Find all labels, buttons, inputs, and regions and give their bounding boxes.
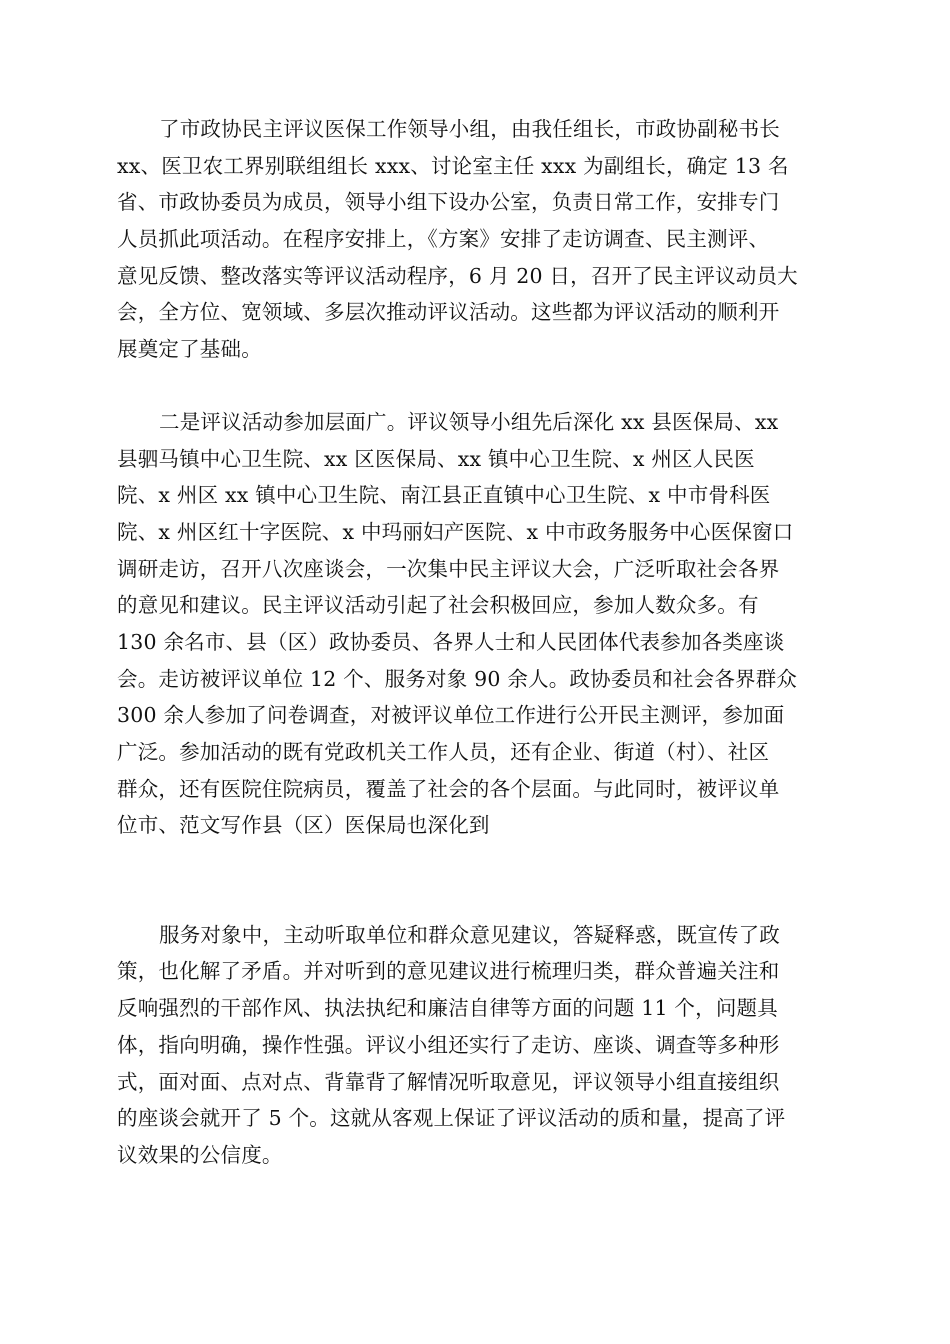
paragraph-line: 会。走访被评议单位 12 个、服务对象 90 余人。政协委员和社会各界群众 <box>117 666 798 691</box>
paragraph-line: 的座谈会就开了 5 个。这就从客观上保证了评议活动的质和量，提高了评 <box>117 1106 786 1131</box>
paragraph-spacer <box>117 881 833 917</box>
paragraph-line: 院、x 州区 xx 镇中心卫生院、南江县正直镇中心卫生院、x 中市骨科医 <box>117 483 771 508</box>
paragraph-line: 人员抓此项活动。在程序安排上，《方案》安排了走访调查、民主测评、 <box>117 227 770 252</box>
paragraph-line: 调研走访，召开八次座谈会，一次集中民主评议大会，广泛听取社会各界 <box>117 556 780 581</box>
paragraph-line: 院、x 州区红十字医院、x 中玛丽妇产医院、x 中市政务服务中心医保窗口 <box>117 519 794 544</box>
paragraph-line: 130 余名市、县（区）政协委员、各界人士和人民团体代表参加各类座谈 <box>117 629 785 654</box>
paragraph-1 <box>117 111 833 368</box>
paragraph-line <box>117 844 833 881</box>
paragraph-line: 了市政协民主评议医保工作领导小组，由我任组长，市政协副秘书长 <box>159 117 780 141</box>
paragraph-line: 的意见和建议。民主评议活动引起了社会积极回应，参加人数众多。有 <box>117 593 759 618</box>
paragraph-line: xx、医卫农工界别联组组长 xxx、讨论室主任 xxx 为副组长，确定 13 名 <box>117 153 789 178</box>
paragraph-line: 体，指向明确，操作性强。评议小组还实行了走访、座谈、调查等多种形 <box>117 1032 780 1057</box>
paragraph-line: 意见反馈、整改落实等评议活动程序，6 月 20 日，召开了民主评议动员大 <box>117 263 798 288</box>
paragraph-2 <box>117 404 833 881</box>
paragraph-3 <box>117 917 833 1174</box>
paragraph-line: 二是评议活动参加层面广。评议领导小组先后深化 xx 县医保局、xx <box>159 409 779 434</box>
paragraph-line: 议效果的公信度。 <box>117 1142 283 1167</box>
paragraph-line: 策，也化解了矛盾。并对听到的意见建议进行梳理归类，群众普遍关注和 <box>117 959 780 984</box>
paragraph-line: 会，全方位、宽领域、多层次推动评议活动。这些都为评议活动的顺利开 <box>117 300 780 325</box>
paragraph-line: 省、市政协委员为成员，领导小组下设办公室，负责日常工作，安排专门 <box>117 190 780 215</box>
paragraph-line: 式，面对面、点对点、背靠背了解情况听取意见，评议领导小组直接组织 <box>117 1069 780 1094</box>
paragraph-line: 县驷马镇中心卫生院、xx 区医保局、xx 镇中心卫生院、x 州区人民医 <box>117 446 755 471</box>
paragraph-line: 广泛。参加活动的既有党政机关工作人员，还有企业、街道（村）、社区 <box>117 740 770 764</box>
paragraph-line: 位市、范文写作县（区）医保局也深化到 <box>117 813 490 838</box>
paragraph-spacer <box>117 368 833 404</box>
paragraph-line: 300 余人参加了问卷调查，对被评议单位工作进行公开民主测评，参加面 <box>117 703 785 728</box>
paragraph-line: 群众，还有医院住院病员，覆盖了社会的各个层面。与此同时，被评议单 <box>117 776 780 801</box>
document-body <box>117 111 833 1174</box>
paragraph-line: 展奠定了基础。 <box>117 337 262 362</box>
paragraph-line: 服务对象中，主动听取单位和群众意见建议，答疑释惑，既宣传了政 <box>159 922 780 947</box>
paragraph-line: 反响强烈的干部作风、执法执纪和廉洁自律等方面的问题 11 个，问题具 <box>117 996 778 1021</box>
